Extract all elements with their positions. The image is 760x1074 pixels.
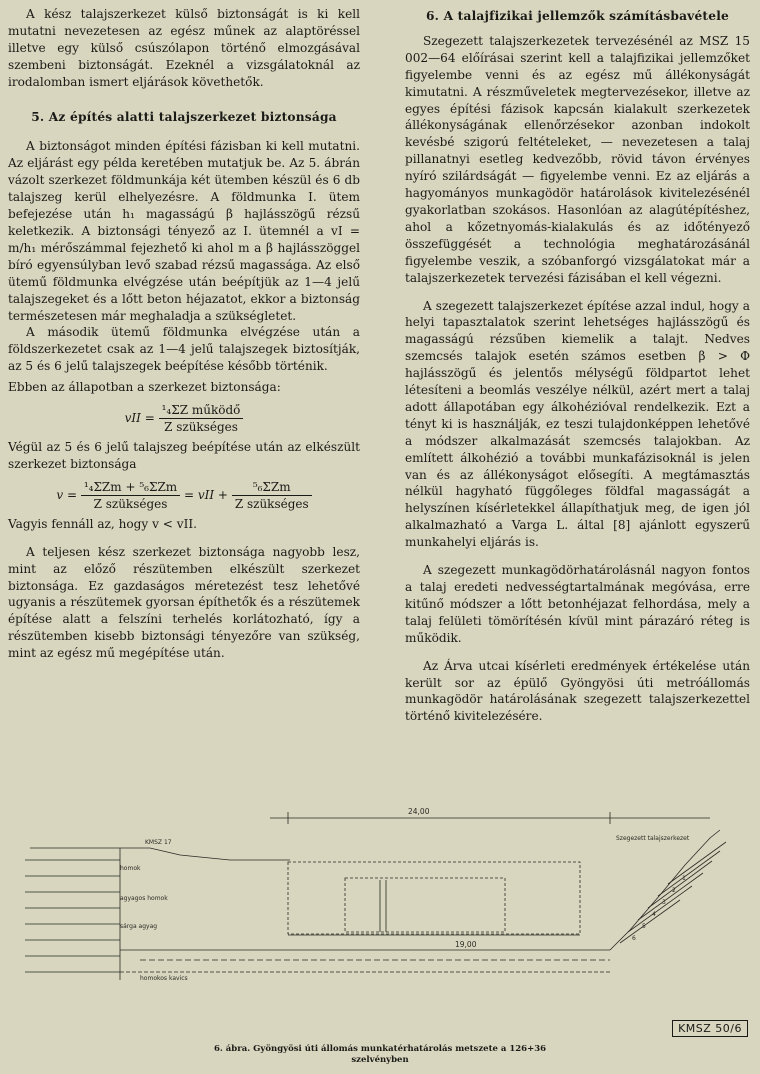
paragraph: A szegezett munkagödörhatárolásnál nagyon fontos a talaj eredeti nedvességtartalmának megóvása, erre kitűnő módszer a lőtt betonhéjazat felhordása, mely a talaj felületi tömörítésén kívül mint párazáró réteg is működik. xyxy=(405,563,750,645)
dimension-top: 24,00 xyxy=(408,807,430,816)
dimension-bottom: 19,00 xyxy=(455,940,477,949)
right-column xyxy=(405,6,750,725)
paragraph: A teljesen kész szerkezet biztonsága nagyobb lesz, mint az előző részütemben elkészült szerkezet biztonsága. Ez gazdaságos méretezést tesz lehetővé ugyanis a részütemek gyorsan építhetők és a részütemek építése alatt a felszíni terhelés korlátozható, így a részütemben kisebb biztonsági tényezőre van szükség, mint az egész mű megépítése után. xyxy=(8,544,360,661)
nail-number: 3 xyxy=(662,899,666,906)
left-column xyxy=(8,6,360,662)
paragraph: Végül az 5 és 6 jelű talajszeg beépítése után az elkészült szerkezet biztonsága xyxy=(8,440,360,471)
cross-section-figure xyxy=(20,800,750,1030)
formula-vII: vII = $\frac{\text{¹₄ΣZ működő}}{\text{Z szükséges}}$ xyxy=(8,402,360,435)
paragraph: Szegezett talajszerkezetek tervezésénél az MSZ 15 002—64 előírásai szerint kell a talajfizikai jellemzőket figyelembe venni és az egész mű állékonyságát kimutatni. A részműveletek megtervezésekor, illetve az egyes építési fázisok kapcsán kialakult szerkezetek állékonyságának ellenőrzésekor azonban indokolt kevésbé szigorú feltételeket, — nevezetesen a talaj pillanatnyi esetleg kedvezőbb, rövid távon érvényes nyíró szilárdságát — figyelembe venni. Ez az eljárás a hagyományos munkagödör határolások kivitelezésénél gyakorlatban szokásos. Hasonlóan az alagútépítéshez, ahol a kőzetnyomás-kialakulás és az időtényező összefüggését a technológia meghatározásánál figyelembe veszik, a szóbanforgó vizsgálatokat már a talajszerkezetek tervezési fázisában el kell végezni. xyxy=(405,33,750,285)
intro-paragraph: A kész talajszerkezet külső biztonságát is ki kell mutatni nevezetesen az egész műnek az alaptöréssel illetve egy külső csúszólapon történő elmozgásával szembeni biztonságát. Ezeknél a vizsgálatoknál az irodalomban ismert eljárások követhetők. xyxy=(8,7,360,89)
structure-label: Szegezett talajszerkezet xyxy=(616,835,690,842)
section-6-heading: 6. A talajfizikai jellemzők számításbavétele xyxy=(426,9,729,23)
nail-number: 2 xyxy=(672,887,676,894)
paragraph: A második ütemű földmunka elvégzése után a földszerkezetet csak az 1—4 jelű talajszegek biztosítják, az 5 és 6 jelű talajszegek beépítése később történik. xyxy=(8,325,360,374)
paragraph: Vagyis fennáll az, hogy v < vII. xyxy=(8,516,197,531)
figure-caption: 6. ábra. Gyöngyösi úti állomás munkatérhatárolás metszete a 126+36 szelvényben xyxy=(213,1044,547,1065)
nail-number: 5 xyxy=(642,923,646,930)
layer-label: agyagos homok xyxy=(120,895,168,902)
layer-label: homok xyxy=(120,865,141,872)
elevation-label: KMSZ 17 xyxy=(145,839,172,846)
paragraph: A biztonságot minden építési fázisban ki kell mutatni. Az eljárást egy példa keretében mutatjuk be. Az 5. ábrán vázolt szerkezet földmunkája két ütemben készül és 6 db talajszeg kerül elhelyezésre. A földmunka I. ütem befejezése után h₁ magasságú β hajlásszögű rézsű keletkezik. A biztonsági tényező az I. ütemnél a vI = m/h₁ mérőszámmal fejezhető ki ahol m a β hajlásszöggel bíró egyensúlyban levő szabad rézsű magassága. Az első ütemű földmunka elvégzése után beépítjük az 1—4 jelű talajszegeket és a lőtt beton héjazatot, ekkor a biztonság természetesen már meghaladja a szükségletet. xyxy=(8,139,360,323)
nail-number: 1 xyxy=(682,875,686,882)
nail-number: 6 xyxy=(632,935,636,942)
figure-tag: KMSZ 50/6 xyxy=(672,1020,748,1037)
formula-v: v = $\frac{\text{¹₄ΣZm + ⁵₆ΣZm}}{\text{Z szükséges}}$ = vII + $\frac{\text{⁵₆ΣZm}}{\text{Z szükséges}}$ xyxy=(8,479,360,512)
section-5-heading: 5. Az építés alatti talajszerkezet biztonsága xyxy=(31,109,337,124)
paragraph: Ebben az állapotban a szerkezet biztonsága: xyxy=(8,380,281,395)
layer-label: homokos kavics xyxy=(140,975,188,982)
paragraph: A szegezett talajszerkezet építése azzal indul, hogy a helyi tapasztalatok szerint lehetséges hajlásszögű és magasságú rézsűben kiemelik a talajt. Nedves szemcsés talajok esetén számos esetben β > Φ hajlásszögű és jelentős mélységű földpartot lehet létesíteni a beomlás veszélye nélkül, azért mert a talaj adott állapotában egy álkohézióval rendelkezik. Ezt a tényt ki is használják, ez teszi tulajdonképpen lehetővé a módszer alkalmazását szemcsés talajokban. Az említett álkohézió a további munkafázisoknál is jelen van és az állékonyságot elősegíti. A megtámasztás nélkül hagyható függőleges földfal magasságát a helyszínen kísérletekkel állapíthatjuk meg, de igen jól alkalmazható a Varga L. által [8] ajánlott egyszerű munkahelyi eljárás is. xyxy=(405,298,750,550)
paragraph: Az Árva utcai kísérleti eredmények értékelése után került sor az épülő Gyöngyösi úti metróállomás munkagödör határolásának szegezett talajszerkezettel történő kivitelezésére. xyxy=(405,658,750,724)
layer-label: sárga agyag xyxy=(120,923,158,930)
nail-number: 4 xyxy=(652,911,656,918)
